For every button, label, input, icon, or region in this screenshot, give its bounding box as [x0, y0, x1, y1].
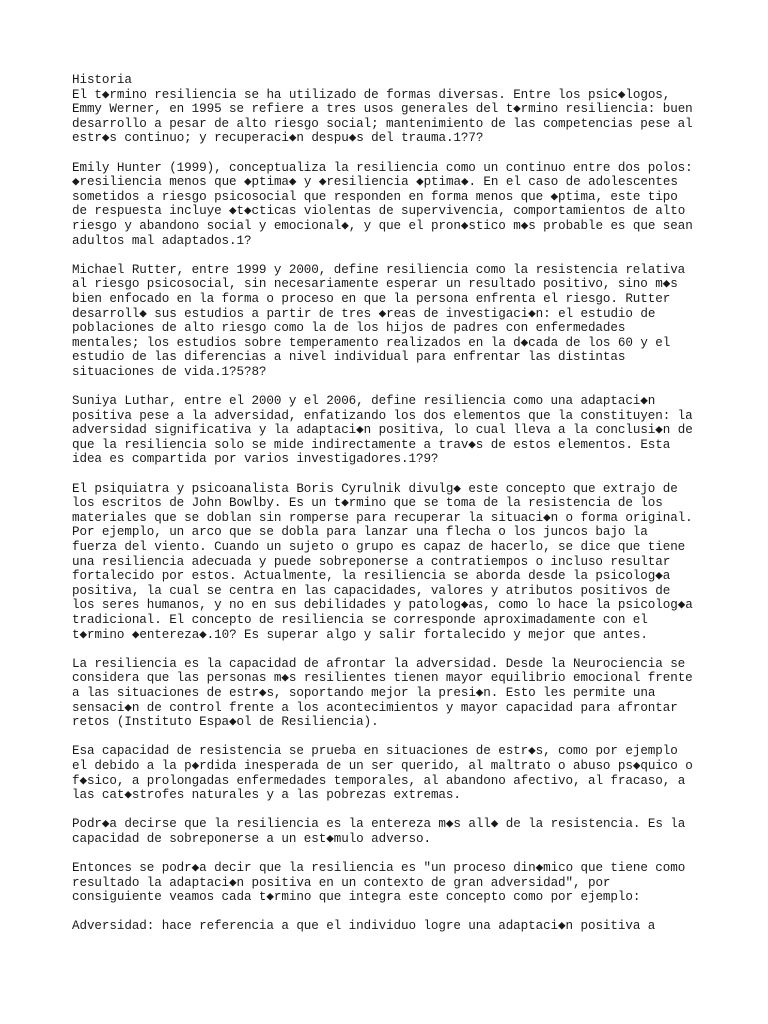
paragraph-rutter: Michael Rutter, entre 1999 y 2000, define resiliencia como la resistencia relativa al riesgo psicosocial, sin necesariamente esperar un resultado positivo, sino m◆s bien enfocado en la forma o proceso en que la persona enfrenta el riesgo. Rutter desarroll◆ sus estudios a partir de tres ◆reas de investigaci◆n: el estudio de poblaciones de alto riesgo como la de los hijos de padres con enfermedades mentales; los estudios sobre temperamento realizados en la d◆cada de los 60 y el estudio de las diferencias a nivel individual para enfrentar las distintas situaciones de vida.1?5?8?: [72, 262, 686, 379]
paragraph-estres: Esa capacidad de resistencia se prueba en situaciones de estr◆s, como por ejemplo el debido a la p◆rdida inesperada de un ser querido, al maltrato o abuso ps◆quico o f◆sico, a prolongadas enfermedades temporales, al abandono afectivo, al fracaso, a las cat◆strofes naturales y a las pobrezas extremas.: [72, 744, 693, 803]
paragraph-hunter: Emily Hunter (1999), conceptualiza la resiliencia como un continuo entre dos polos: ◆resiliencia menos que ◆ptima◆ y ◆resiliencia ◆ptima◆. En el caso de adolescentes sometidos a riesgo psicosocial que responden en forma menos que ◆ptima, este tipo de respuesta incluye ◆t◆cticas violentas de supervivencia, comportamientos de alto riesgo y abandono social y emocional◆, y que el pron◆stico m◆s probable es que sean adultos mal adaptados.1?: [72, 160, 693, 248]
paragraph-werner: El t◆rmino resiliencia se ha utilizado de formas diversas. Entre los psic◆logos, Emmy Werner, en 1995 se refiere a tres usos generales del t◆rmino resiliencia: buen desarrollo a pesar de alto riesgo social; mantenimiento de las competencias pese al estr◆s continuo; y recuperaci◆n despu◆s del trauma.1?7?: [72, 87, 693, 146]
paragraph-neurociencia: La resiliencia es la capacidad de afrontar la adversidad. Desde la Neurociencia se considera que las personas m◆s resilientes tienen mayor equilibrio emocional frente a las situaciones de estr◆s, soportando mejor la presi◆n. Esto les permite una sensaci◆n de control frente a los acontecimientos y mayor capacidad para afrontar retos (Instituto Espa◆ol de Resiliencia).: [72, 656, 693, 730]
paragraph-entereza: Podr◆a decirse que la resiliencia es la entereza m◆s all◆ de la resistencia. Es la capacidad de sobreponerse a un est◆mulo adverso.: [72, 817, 686, 846]
paragraph-luthar: Suniya Luthar, entre el 2000 y el 2006, define resiliencia como una adaptaci◆n positiva pese a la adversidad, enfatizando los dos elementos que la constituyen: la adversidad significativa y la adaptaci◆n positiva, lo cual lleva a la conclusi◆n de que la resiliencia solo se mide indirectamente a trav◆s de estos elementos. Esta idea es compartida por varios investigadores.1?9?: [72, 394, 693, 467]
paragraph-proceso: Entonces se podr◆a decir que la resiliencia es "un proceso din◆mico que tiene como resultado la adaptaci◆n positiva en un contexto de gran adversidad", por consiguiente veamos cada t◆rmino que integra este concepto como por ejemplo:: [72, 861, 686, 905]
paragraph-adversidad: Adversidad: hace referencia a que el individuo logre una adaptaci◆n positiva a: [72, 919, 656, 934]
document-page: [72, 73, 712, 949]
section-heading: Historia: [72, 73, 132, 87]
paragraph-cyrulnik: El psiquiatra y psicoanalista Boris Cyrulnik divulg◆ este concepto que extrajo de los escritos de John Bowlby. Es un t◆rmino que se toma de la resistencia de los materiales que se doblan sin romperse para recuperar la situaci◆n o forma original. Por ejemplo, un arco que se dobla para lanzar una flecha o los juncos bajo la fuerza del viento. Cuando un sujeto o grupo es capaz de hacerlo, se dice que tiene una resiliencia adecuada y puede sobreponerse a contratiempos o incluso resultar fortalecido por estos. Actualmente, la resiliencia se aborda desde la psicolog◆a positiva, la cual se centra en las capacidades, valores y atributos positivos de los seres humanos, y no en sus debilidades y patolog◆as, como lo hace la psicolog◆a tradicional. El concepto de resiliencia se corresponde aproximadamente con el t◆rmino ◆entereza◆.10? Es superar algo y salir fortalecido y mejor que antes.: [72, 481, 693, 642]
